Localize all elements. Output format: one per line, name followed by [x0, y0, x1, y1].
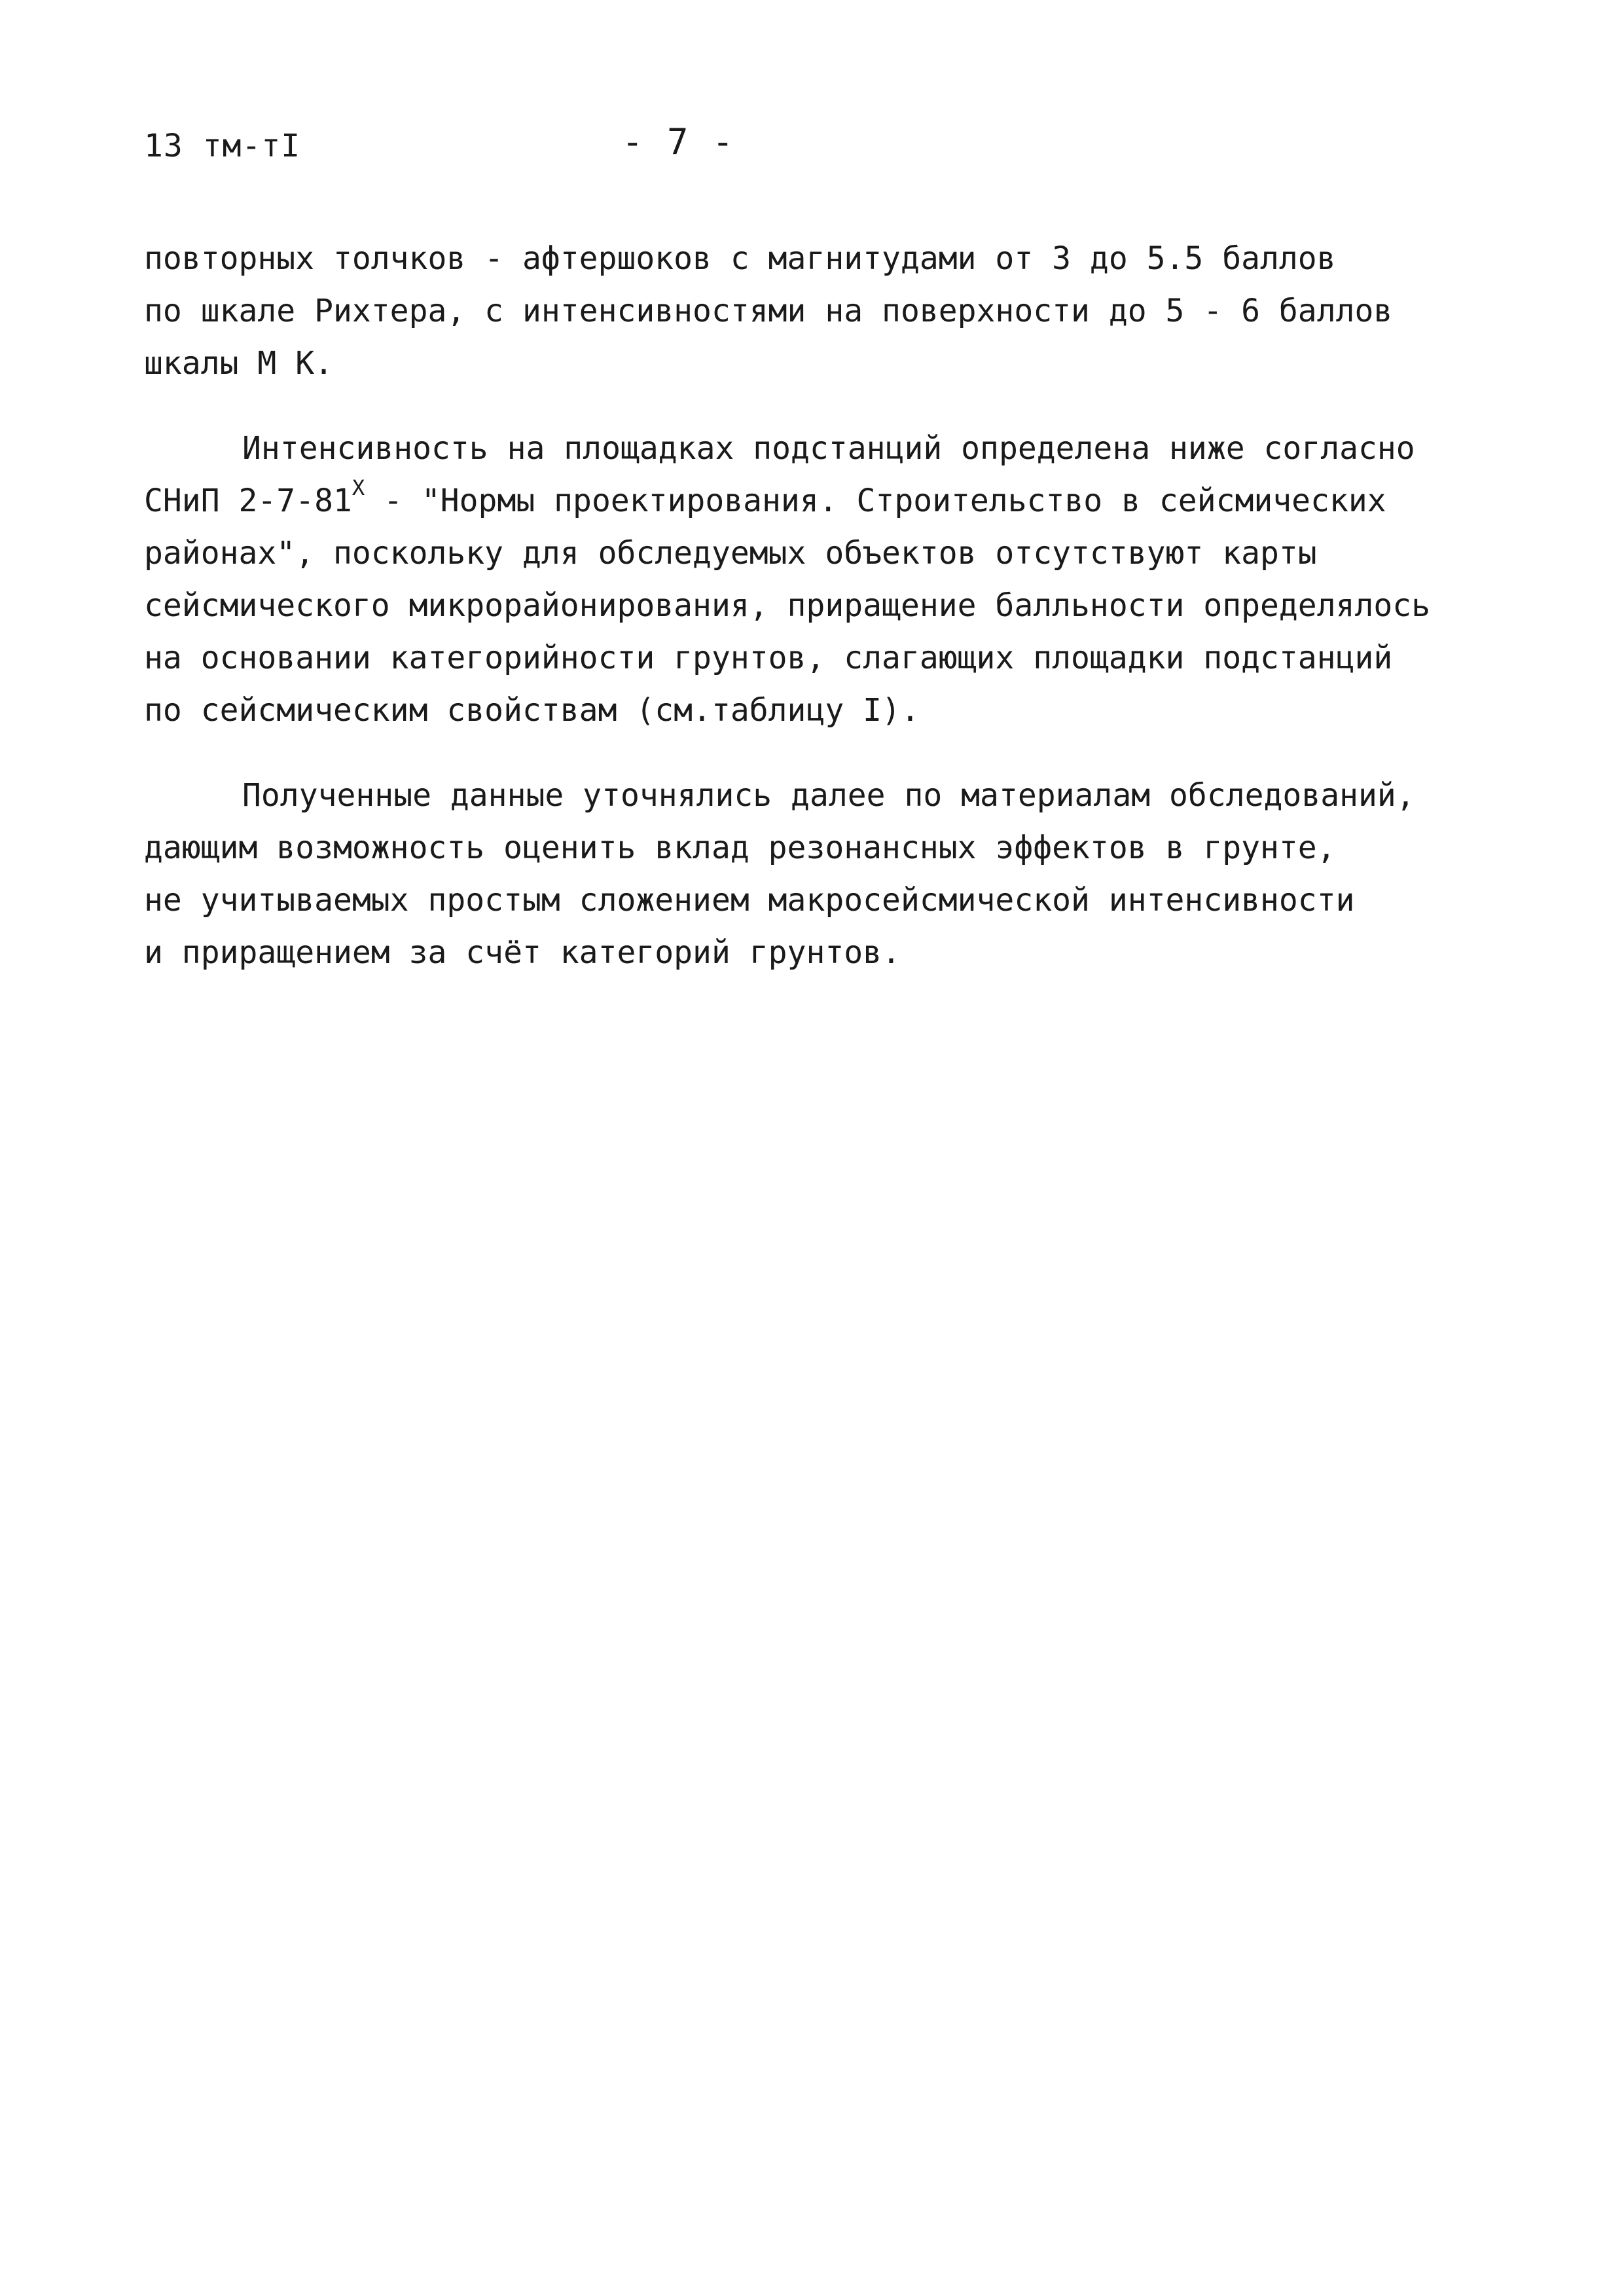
- snip-reference: СНиП 2-7-81: [144, 483, 352, 519]
- text-line-snip: [144, 475, 1538, 527]
- text-line: Интенсивность на площадках подстанций определена ниже согласно: [242, 430, 1415, 467]
- text-line: не учитываемых простым сложением макросейсмической интенсивности: [144, 882, 1355, 919]
- paragraph-intensity: [144, 422, 1538, 737]
- text-line: районах", поскольку для обследуемых объектов отсутствуют карты: [144, 535, 1317, 572]
- page-number: - 7 -: [622, 121, 735, 162]
- text-line: сейсмического микрорайонирования, приращение балльности определялось: [144, 587, 1431, 624]
- body-text: [144, 232, 1538, 979]
- snip-title: - "Нормы проектирования. Строительство в сейсмических: [365, 483, 1386, 519]
- text-line: повторных толчков - афтершоков с магнитудами от 3 до 5.5 баллов: [144, 240, 1336, 277]
- text-line: дающим возможность оценить вклад резонансных эффектов в грунте,: [144, 829, 1336, 866]
- text-line: по шкале Рихтера, с интенсивностями на поверхности до 5 - 6 баллов: [144, 293, 1393, 329]
- paragraph-refinement: [144, 769, 1538, 979]
- text-line: шкалы М К.: [144, 345, 333, 382]
- snip-superscript: Х: [352, 475, 365, 500]
- paragraph-aftershocks: [144, 232, 1538, 390]
- text-line: Полученные данные уточнялись далее по материалам обследований,: [242, 777, 1415, 814]
- text-line: по сейсмическим свойствам (см.таблицу I).: [144, 692, 920, 729]
- text-line: и приращением за счёт категорий грунтов.: [144, 934, 901, 971]
- document-code: 13 тм-тI: [144, 128, 301, 164]
- text-line: на основании категорийности грунтов, слагающих площадки подстанций: [144, 640, 1393, 676]
